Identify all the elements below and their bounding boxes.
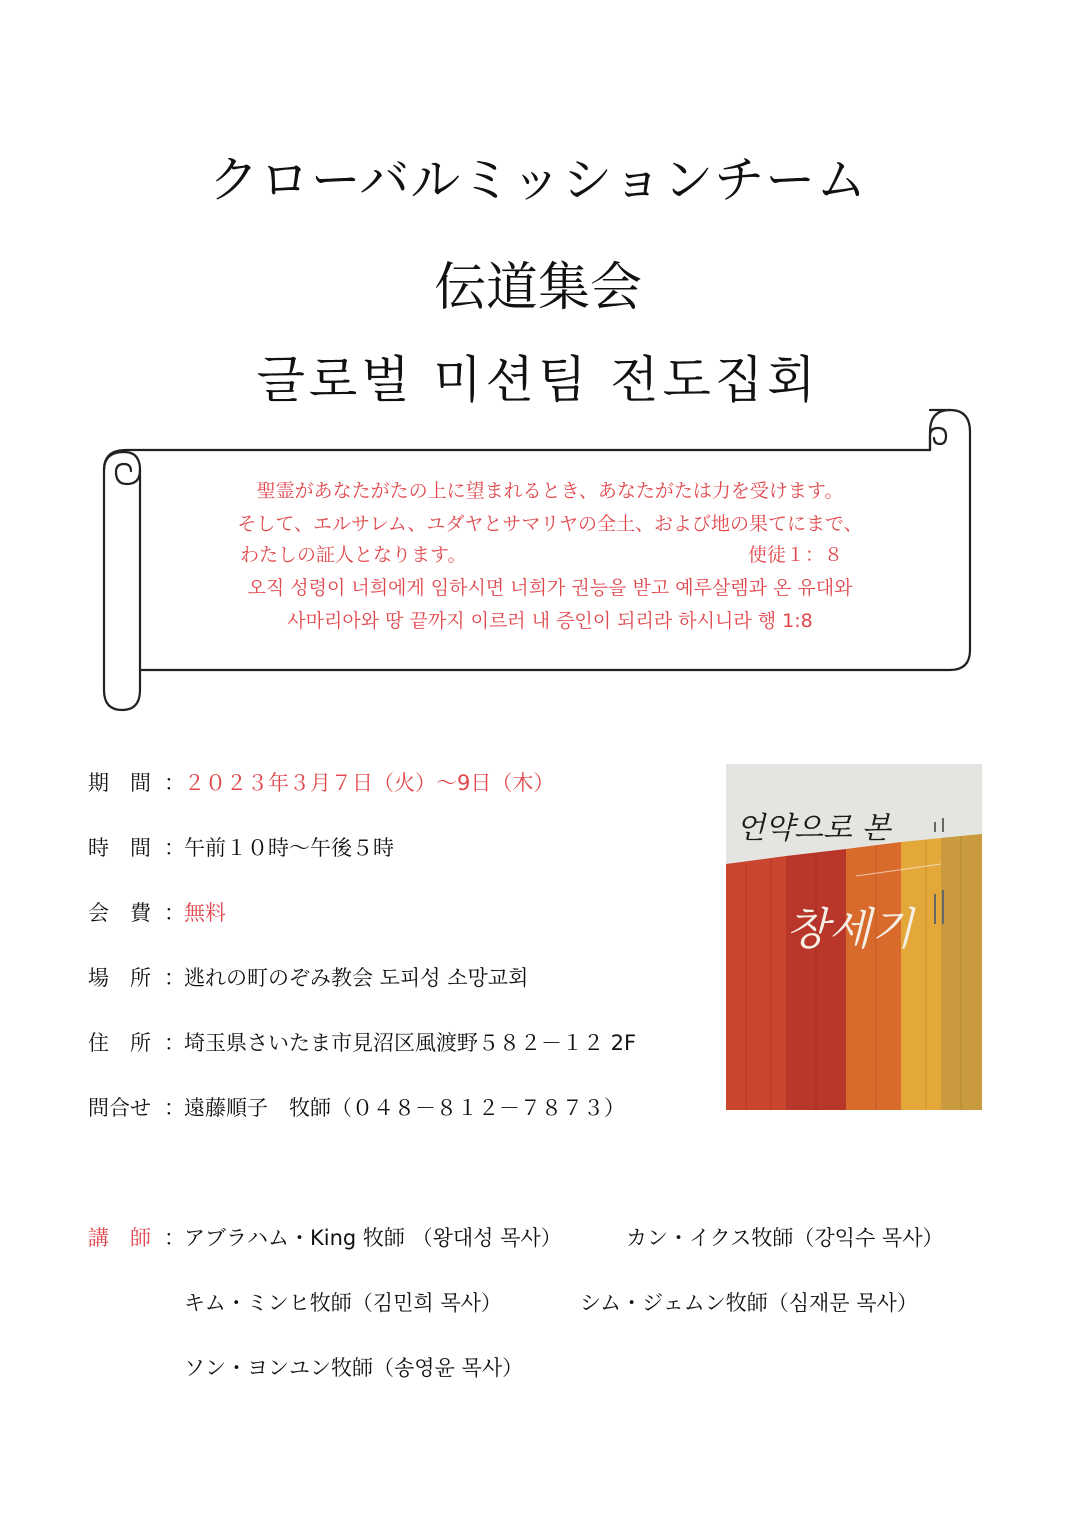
- place-label: 場 所: [88, 966, 151, 990]
- speaker-item: ソン・ヨンユン牧師（송영윤 목사）: [184, 1356, 524, 1380]
- colon: ：: [164, 1096, 185, 1120]
- address-value: 埼玉県さいたま市見沼区風渡野５８２－１２ 2F: [184, 1031, 637, 1055]
- detail-fee: [88, 897, 226, 927]
- title-korean: 글로벌 미션팀 전도집회: [256, 351, 820, 409]
- colon: ：: [164, 771, 185, 795]
- speaker-item: キム・ミンヒ牧師（김민희 목사）: [184, 1291, 502, 1315]
- place-value: 逃れの町のぞみ教会 도피성 소망교회: [184, 966, 529, 990]
- speaker-item: シム・ジェムン牧師（심재문 목사）: [580, 1291, 918, 1315]
- colon: ：: [164, 836, 185, 860]
- verse-jp-line2: そして、エルサレム、ユダヤとサマリヤの全土、および地の果てにまで、: [237, 513, 863, 535]
- verse-jp-reference: 使徒１：８: [748, 544, 844, 566]
- colon: ：: [164, 901, 185, 925]
- address-label: 住 所: [88, 1031, 151, 1055]
- book-big-text: 창세기: [786, 904, 914, 955]
- contact-value: 遠藤順子 牧師（０４８－８１２－７８７３）: [184, 1096, 625, 1120]
- time-value: 午前１０時～午後５時: [184, 836, 394, 860]
- detail-time: [88, 832, 394, 862]
- fee-label: 会 費: [88, 901, 151, 925]
- detail-contact: [88, 1092, 625, 1122]
- colon: ：: [164, 1226, 185, 1250]
- colon: ：: [164, 966, 185, 990]
- book-title-text: 언약으로 본: [736, 811, 891, 846]
- verse-kr-line1: 오직 성령이 너희에게 임하시면 너희가 권능을 받고 예루살렘과 온 유대와: [247, 577, 853, 599]
- time-label: 時 間: [88, 836, 151, 860]
- speaker-item: アブラハム・King 牧師 （왕대성 목사）: [184, 1226, 562, 1250]
- detail-period: [88, 767, 554, 797]
- title-event: 伝道集会: [433, 258, 642, 318]
- detail-address: [88, 1027, 636, 1057]
- verse-kr-line2: 사마리아와 땅 끝까지 이르러 내 증인이 되리라 하시니라 행 1:8: [287, 610, 813, 632]
- speaker-item: カン・イクス牧師（강익수 목사）: [626, 1226, 944, 1250]
- period-value: ２０２３年３月７日（火）～9日（木）: [184, 771, 555, 795]
- contact-label: 問合せ: [88, 1096, 151, 1120]
- verse-jp-line3: わたしの証人となります。: [240, 544, 467, 566]
- period-label: 期 間: [88, 771, 151, 795]
- verse-jp-line1: 聖霊があなたがたの上に望まれるとき、あなたがたは力を受けます。: [256, 480, 844, 502]
- detail-place: [88, 962, 528, 992]
- speakers-label: 講 師: [88, 1226, 151, 1250]
- title-japanese: クローバルミッションチーム: [208, 151, 868, 209]
- colon: ：: [164, 1031, 185, 1055]
- fee-value: 無料: [184, 901, 226, 925]
- speakers-heading: [88, 1222, 184, 1252]
- book-cover-image: [726, 764, 982, 1110]
